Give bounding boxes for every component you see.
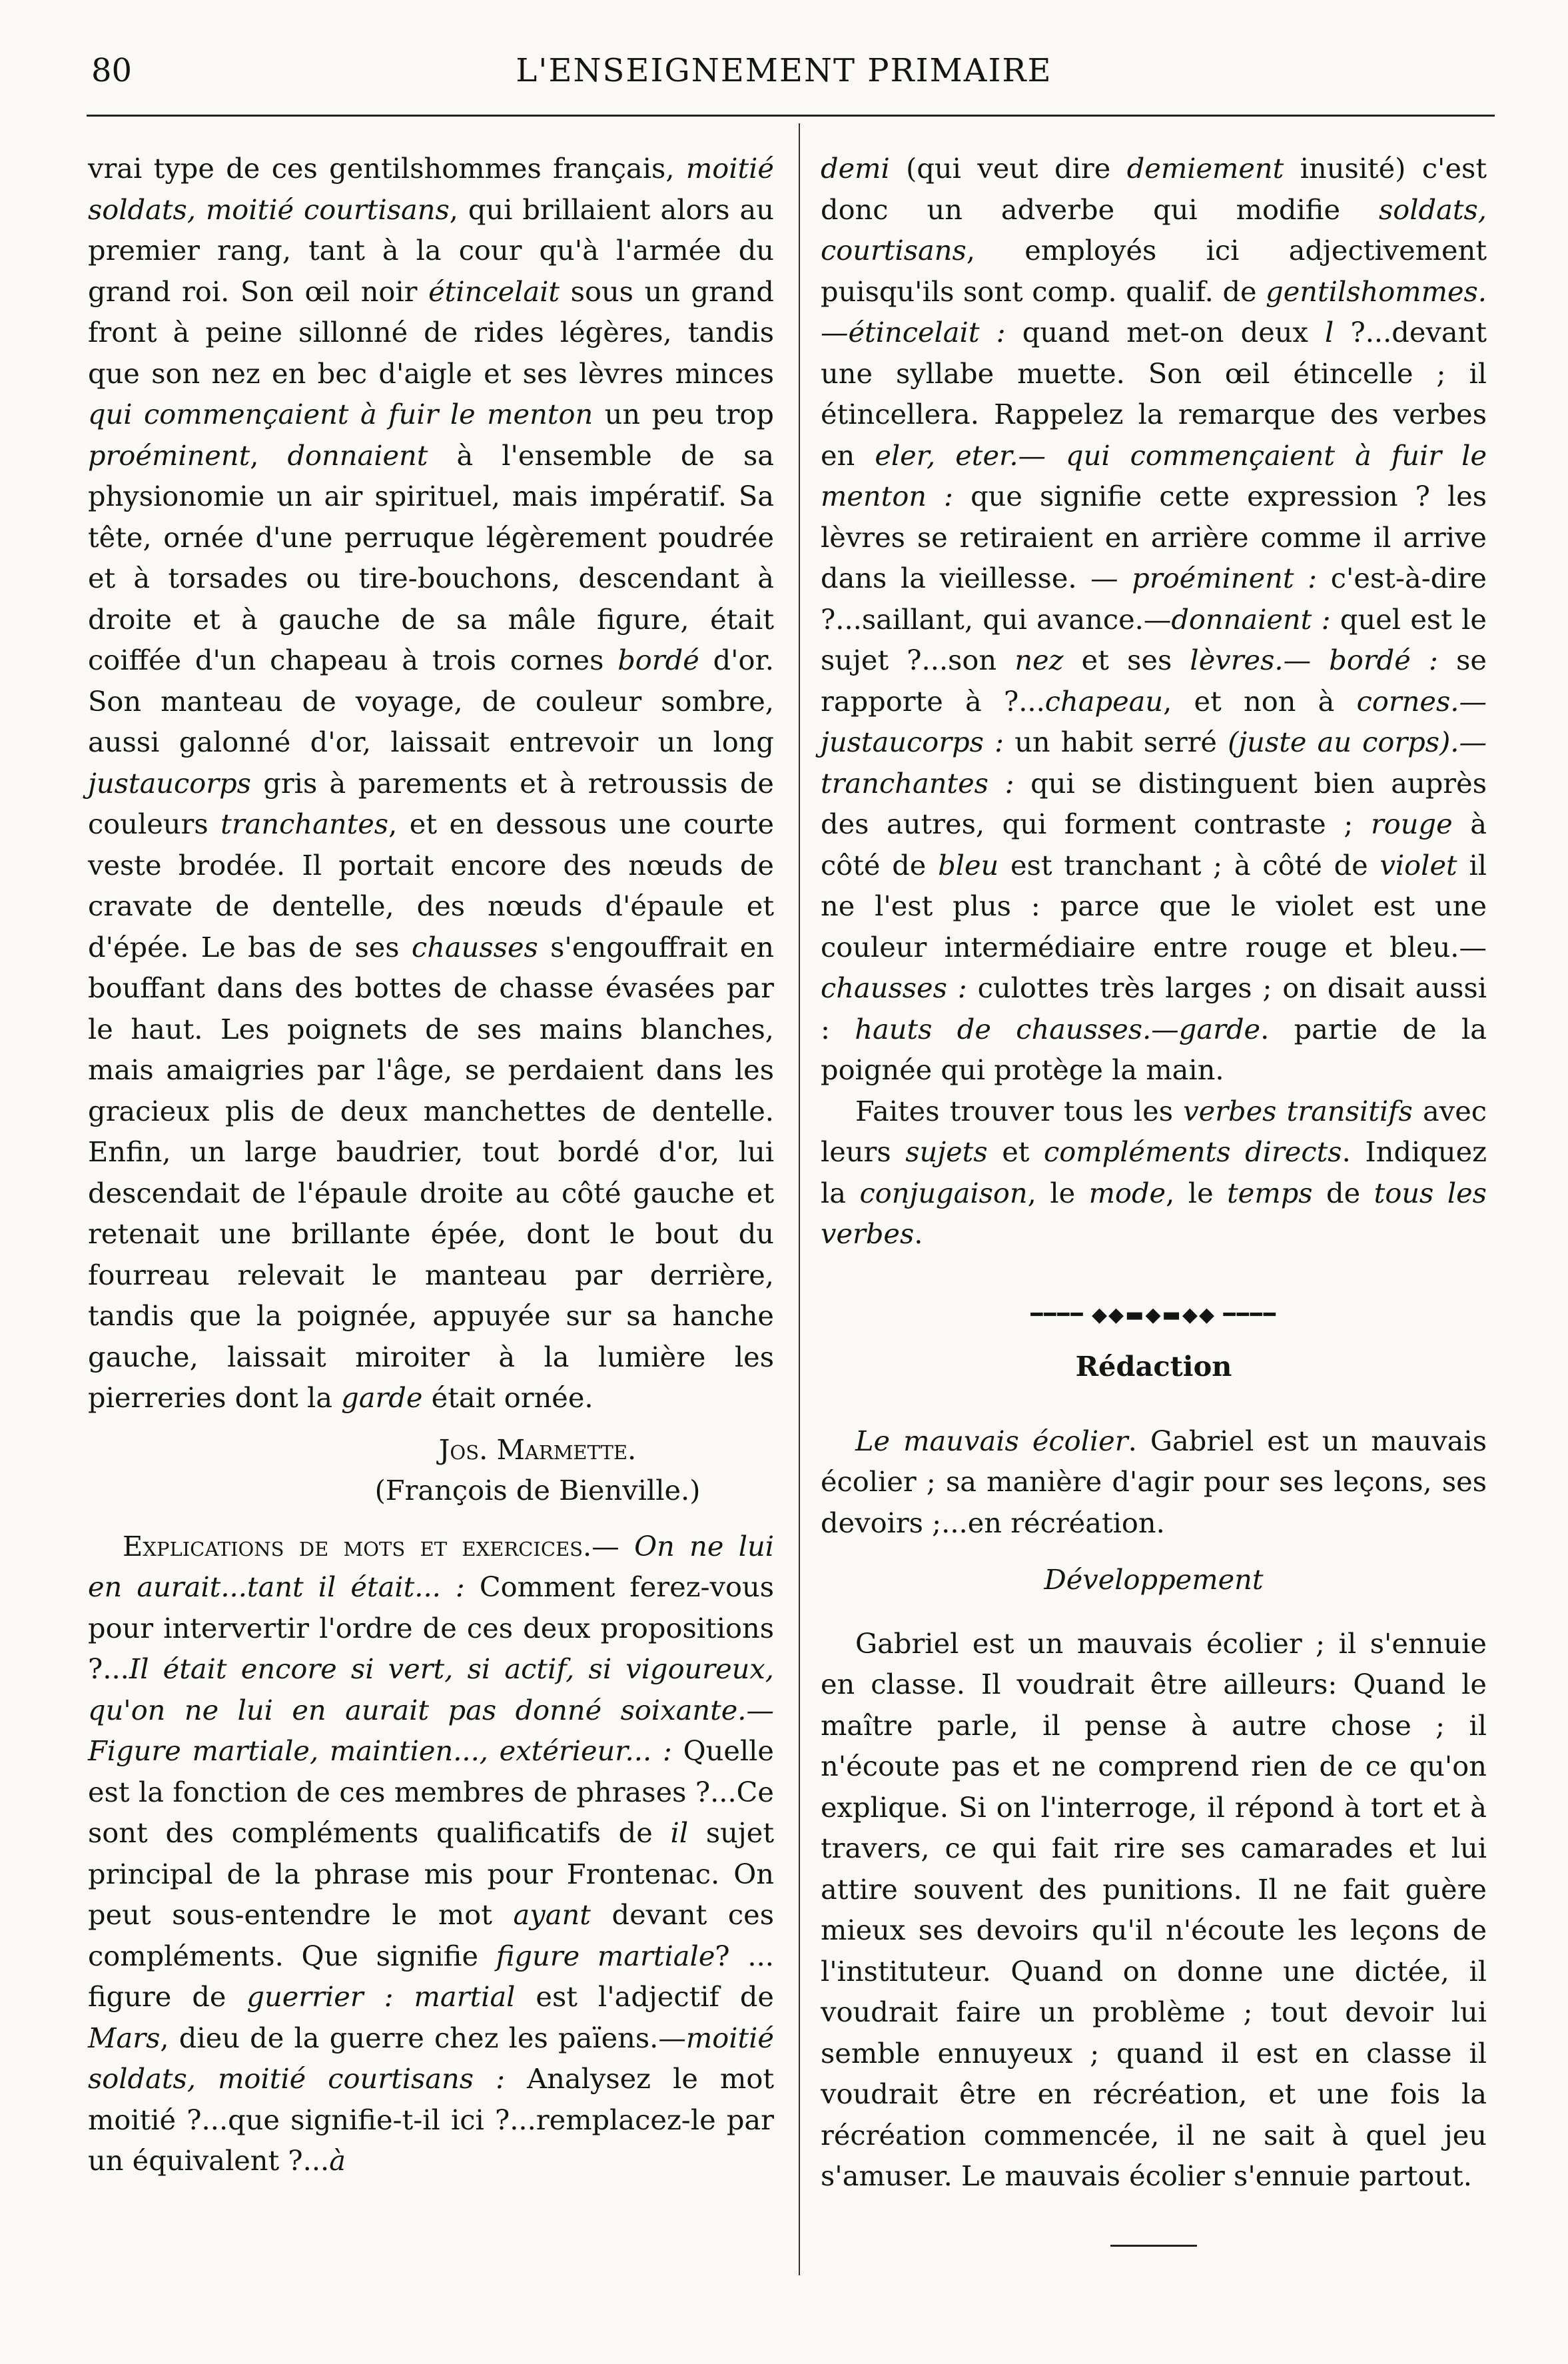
italic-text-run: ayant [513, 1898, 591, 1931]
author-signature: Jos. Marmette. [438, 1433, 637, 1466]
section-ornament: ━━━━ ◆◆▬◆▬◆◆ ━━━━ [1030, 1303, 1277, 1327]
italic-text-run: eler, eter.— qui commençaient à fuir le menton : [821, 438, 1487, 512]
italic-text-run: justaucorps [88, 766, 251, 800]
text-run: . [914, 1217, 923, 1250]
italic-text-run: bleu [938, 848, 999, 882]
italic-text-run: étincelait [428, 275, 560, 308]
italic-text-run: nez [1014, 644, 1064, 676]
text-run: Gabriel est un mauvais écolier ; il s'ennuie en classe. Il voudrait être ailleurs: Quand le maître parle, il pense à autre chose ; il n'écoute pas et ne comprend rien de ce qu'on explique. Si on l'interroge, il répond à tort et à travers, ce qui fait rire ses camarades et lui attire souvent des punitions. Il ne fait guère mieux ses devoirs qu'il n'écoute les leçons de l'instituteur. Quand on donne une dictée, il voudrait faire un problème ; tout devoir lui semble ennuyeux ; quand il est en classe il voudrait être en récréation, et une fois la récréation commencée, il ne sait à quel jeu s'amuser. Le mauvais écolier s'ennuie partout. [821, 1626, 1487, 2192]
column-divider [799, 123, 800, 2275]
text-run: un habit serré [1004, 726, 1228, 758]
text-run: à l'ensemble de sa physionomie un air spirituel, mais impératif. Sa tête, ornée d'une perruque légèrement poudrée et à torsades ou tire-bouchons, descendant à droite et à gauche de sa mâle figure, était coiffée d'un chapeau à trois cornes [88, 438, 774, 676]
running-title: L'ENSEIGNEMENT PRIMAIRE [516, 52, 1052, 89]
italic-text-run: cornes.—justaucorps : [821, 684, 1487, 758]
text-run: que signifie cette expression ? les lèvres se retiraient en arrière comme il arrive dans la vieillesse. — [821, 480, 1487, 594]
text-run: Faites trouver tous les [855, 1094, 1184, 1127]
text-run: vrai type de ces gentilshommes français, [88, 152, 686, 185]
italic-text-run: proéminent : [1132, 562, 1318, 594]
text-run: , dieu de la guerre chez les païens.— [160, 2021, 686, 2054]
italic-text-run: sujets [905, 1135, 988, 1168]
text-run: gris à parements et à retroussis de couleurs [88, 766, 774, 840]
text-run: sujet principal de la phrase mis pour Frontenac. On peut sous-entendre le mot [88, 1816, 774, 1931]
exercise-paragraph [821, 1091, 1487, 1255]
italic-text-run: l [1325, 316, 1334, 348]
text-run: . Gabriel est un mauvais écolier ; sa manière d'agir pour ses leçons, ses devoirs ;...en récréation. [821, 1424, 1487, 1539]
right-column [821, 148, 1487, 2247]
text-run: est l'adjectif de [515, 1980, 774, 2013]
italic-text-run: qui commençaient à fuir le menton [88, 398, 593, 430]
explications-continued [821, 148, 1487, 1091]
text-run: qui se distinguent bien auprès des autres, qui forment contraste ; [821, 766, 1487, 840]
text-run: Comment ferez-vous pour intervertir l'ordre de ces deux propositions ?... [88, 1570, 774, 1685]
text-run: — [591, 1529, 635, 1562]
text-run: se rapporte à ?... [821, 644, 1487, 718]
text-run: Explications de mots et exercices. [123, 1529, 592, 1562]
text-run: (qui veut dire [889, 152, 1127, 185]
italic-text-run: temps [1227, 1176, 1313, 1209]
italic-text-run: guerrier : martial [246, 1980, 516, 2013]
page-number: 80 [91, 52, 133, 89]
header-rule [87, 115, 1495, 117]
text-run: inusité) c'est donc un adverbe qui modifie [821, 152, 1487, 226]
italic-text-run: bordé [617, 644, 699, 676]
italic-text-run: compléments directs [1044, 1135, 1342, 1168]
italic-text-run: hauts de chausses.—garde [855, 1012, 1261, 1045]
text-run: , le [1166, 1176, 1228, 1209]
text-run: , et en dessous une courte veste brodée. Il portait encore des nœuds de cravate de dentelle, des nœuds d'épaule et d'épée. Le bas de ses [88, 808, 775, 963]
development-paragraph [821, 1623, 1487, 2197]
italic-text-run: rouge [1370, 808, 1453, 840]
text-run: quel est le sujet ?...son [821, 602, 1487, 676]
text-run: , le [1027, 1176, 1089, 1209]
italic-text-run: mode [1088, 1176, 1166, 1209]
italic-text-run: Il était encore si vert, si actif, si vigoureux, qu'on ne lui en aurait pas donné soixante.—Figure martiale, maintien..., extérieur... : [88, 1652, 774, 1767]
passage-paragraph [88, 148, 774, 1419]
text-run: Analysez le mot moitié ?...que signifie-t-il ici ?...remplacez-le par un équivalent ?... [88, 2062, 774, 2177]
text-run: est tranchant ; à côté de [998, 848, 1380, 882]
italic-text-run: donnaient : [1171, 602, 1331, 636]
text-run: c'est-à-dire ?...saillant, qui avance.— [821, 562, 1487, 636]
italic-text-run: garde [341, 1381, 423, 1414]
explications-paragraph [88, 1526, 774, 2181]
italic-text-run: Le mauvais écolier [855, 1424, 1128, 1457]
text-run: avec leurs [821, 1094, 1487, 1168]
italic-text-run: chausses [411, 930, 538, 963]
italic-text-run: tous les verbes [821, 1176, 1487, 1250]
text-run: d'or. Son manteau de voyage, de couleur sombre, aussi galonné d'or, laissait entrevoir un long [88, 644, 775, 758]
italic-text-run: On ne lui en aurait...tant il était... : [88, 1529, 774, 1603]
text-run: et ses [1063, 644, 1190, 676]
italic-text-run: (juste au corps).—tranchantes : [821, 726, 1487, 800]
text-run: devant ces compléments. Que signifie [88, 1898, 774, 1972]
italic-text-run: soldats, courtisans [821, 193, 1487, 267]
italic-text-run: demiement [1126, 152, 1284, 185]
text-run: quand met-on deux [1005, 316, 1326, 348]
text-run: de [1312, 1176, 1374, 1209]
text-run: . partie de la poignée qui protège la main. [821, 1012, 1487, 1086]
text-run: il ne l'est plus : parce que le violet est une couleur intermédiaire entre rouge et bleu.— [821, 848, 1487, 963]
italic-text-run: violet [1379, 848, 1457, 882]
italic-text-run: verbes transitifs [1183, 1094, 1413, 1127]
italic-text-run: donnaient [287, 438, 428, 472]
italic-text-run: il [670, 1816, 689, 1849]
text-run: culottes très larges ; on disait aussi : [821, 971, 1487, 1045]
text-run: était ornée. [422, 1381, 593, 1414]
development-heading: Développement [1044, 1563, 1264, 1596]
italic-text-run: tranchantes [220, 808, 389, 840]
italic-text-run: Mars [88, 2021, 161, 2054]
text-run: , qui brillaient alors au premier rang, tant à la cour qu'à l'armée du grand roi. Son œil noir [88, 193, 774, 308]
italic-text-run: moitié soldats, moitié courtisans : [88, 2021, 774, 2095]
text-run: . Indiquez la [821, 1135, 1487, 1209]
italic-text-run: conjugaison [859, 1176, 1028, 1209]
text-run: s'engouffrait en bouffant dans des bottes de chasse évasées par le haut. Les poignets de ses mains blanches, mais amaigries par l'âge, se perdaient dans les gracieux plis de deux manchettes de dentelle. Enfin, un large baudrier, tout bordé d'or, lui descendait de l'épaule droite au côté gauche et retenait une brillante épée, dont le bout du fourreau relevait le manteau par derrière, tandis que la poignée, appuyée sur sa hanche gauche, laissait miroiter à la lumière les pierreries dont la [88, 930, 774, 1414]
text-run: un peu trop [593, 398, 774, 430]
text-run: à côté de [821, 808, 1487, 882]
source-reference: (François de Bienville.) [374, 1474, 701, 1506]
italic-text-run: chapeau [1044, 684, 1164, 718]
text-run: et [987, 1135, 1044, 1168]
italic-text-run: demi [821, 152, 890, 185]
italic-text-run: gentilshommes.—étincelait : [821, 275, 1487, 348]
text-run: sous un grand front à peine sillonné de rides légères, tandis que son nez en bec d'aigle et ses lèvres minces [88, 275, 774, 390]
redaction-heading: Rédaction [1075, 1350, 1232, 1383]
text-run: , et non à [1163, 684, 1357, 718]
italic-text-run: figure martiale [496, 1939, 715, 1972]
text-run: , employés ici adjectivement puisqu'ils sont comp. qualif. de [821, 234, 1487, 308]
redaction-subject [821, 1421, 1487, 1544]
italic-text-run: lèvres.— bordé : [1190, 644, 1438, 676]
text-run: , [250, 438, 288, 472]
text-run: ? ... figure de [88, 1939, 774, 2013]
text-run: Quelle est la fonction de ces membres de phrases ?...Ce sont des compléments qualificatifs de [88, 1734, 774, 1849]
left-column [88, 148, 774, 2181]
text-run: ?...devant une syllabe muette. Son œil étincelle ; il étincellera. Rappelez la remarque des verbes en [821, 316, 1487, 472]
end-rule [1110, 2245, 1197, 2247]
italic-text-run: chausses : [821, 971, 967, 1004]
italic-text-run: proéminent [88, 438, 250, 472]
italic-text-run: moitié soldats, moitié courtisans [88, 152, 774, 226]
italic-text-run: à [329, 2144, 346, 2177]
